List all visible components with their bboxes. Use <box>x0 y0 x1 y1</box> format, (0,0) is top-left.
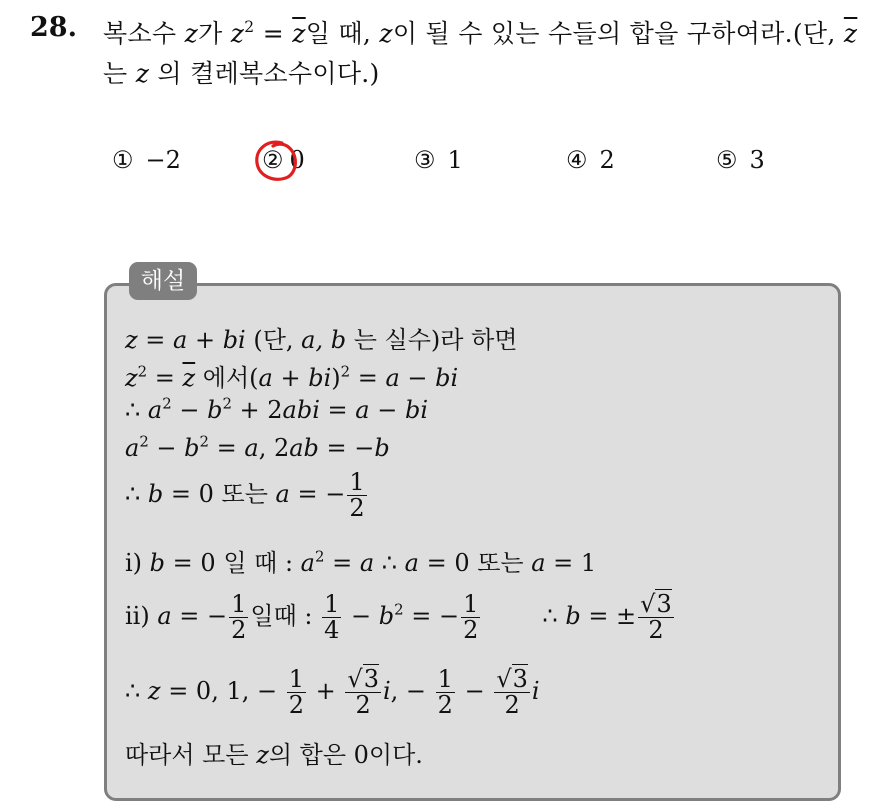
solution-line-6: i) b = 0 일 때 : $a^2 = a$ ∴ a = 0 또는 a = 1 <box>125 547 597 577</box>
choice-3[interactable] <box>414 146 463 174</box>
fraction: $\frac{1}{4}$ <box>324 590 340 645</box>
choice-1[interactable] <box>112 146 181 174</box>
fraction: $\frac{√3}{2}$ <box>347 665 379 720</box>
solution-line-9: 따라서 모든 z의 합은 0이다. <box>125 741 423 769</box>
choice-2-number: ② <box>262 146 284 174</box>
choice-3-value: 1 <box>447 146 463 174</box>
choice-5-value: 3 <box>749 146 765 174</box>
fraction: $\frac{1}{2}$ <box>288 665 305 720</box>
fraction: $\frac{1}{2}$ <box>231 590 247 645</box>
question-text-line-2: 는 z 의 켤레복소수이다.) <box>103 59 380 88</box>
choice-4[interactable] <box>566 146 615 174</box>
solution-line-5: ∴ b = 0 또는 a = − $\frac{1}{2}$ <box>125 468 365 523</box>
choice-3-number: ③ <box>414 146 436 174</box>
choice-4-number: ④ <box>566 146 588 174</box>
choice-5[interactable] <box>716 146 765 174</box>
solution-line-4: $a^2 - b^2 = a$, 2ab = −b <box>125 432 390 462</box>
solution-line-7: ii) a = − $\frac{1}{2}$ 일때 : $\frac{1}{4}$ − $b^2$ = − $\frac{1}{2}$ ∴ b = ± $\frac{√3}{2}$ <box>125 590 672 645</box>
fraction: $\frac{1}{2}$ <box>463 590 479 645</box>
choice-1-value: −2 <box>145 146 181 174</box>
choice-5-number: ⑤ <box>716 146 738 174</box>
choice-4-value: 2 <box>599 146 615 174</box>
choice-1-number: ① <box>112 146 134 174</box>
choice-2[interactable] <box>262 146 305 174</box>
solution-line-3: ∴ $a^2 - b^2 + 2abi = a$ − bi <box>125 394 428 424</box>
choice-2-value: 0 <box>289 146 305 174</box>
fraction: $\frac{√3}{2}$ <box>496 665 528 720</box>
fraction: $\frac{1}{2}$ <box>349 468 365 523</box>
solution-label: 해설 <box>129 262 197 300</box>
solution-line-1: z = a + bi (단, a, b 는 실수)라 하면 <box>125 326 518 354</box>
solution-line-8: ∴ z = 0, 1, − $\frac{1}{2}$ + $\frac{√3}{2}$ i, − $\frac{1}{2}$ − $\frac{√3}{2}$ i <box>125 665 540 720</box>
fraction: $\frac{1}{2}$ <box>437 665 453 720</box>
solution-line-2: $z^2 = \overline{z}$ 에서(a + bi)$^2$ = a − bi <box>125 362 459 392</box>
question-text-line-1: 복소수 z가 $z^2 = \overline{z}$일 때, z이 될 수 있는 수들의 합을 구하여라.(단, $\overline{z}$ <box>103 17 858 48</box>
question-number: 28. <box>30 12 77 43</box>
fraction: $\frac{√3}{2}$ <box>640 590 672 645</box>
